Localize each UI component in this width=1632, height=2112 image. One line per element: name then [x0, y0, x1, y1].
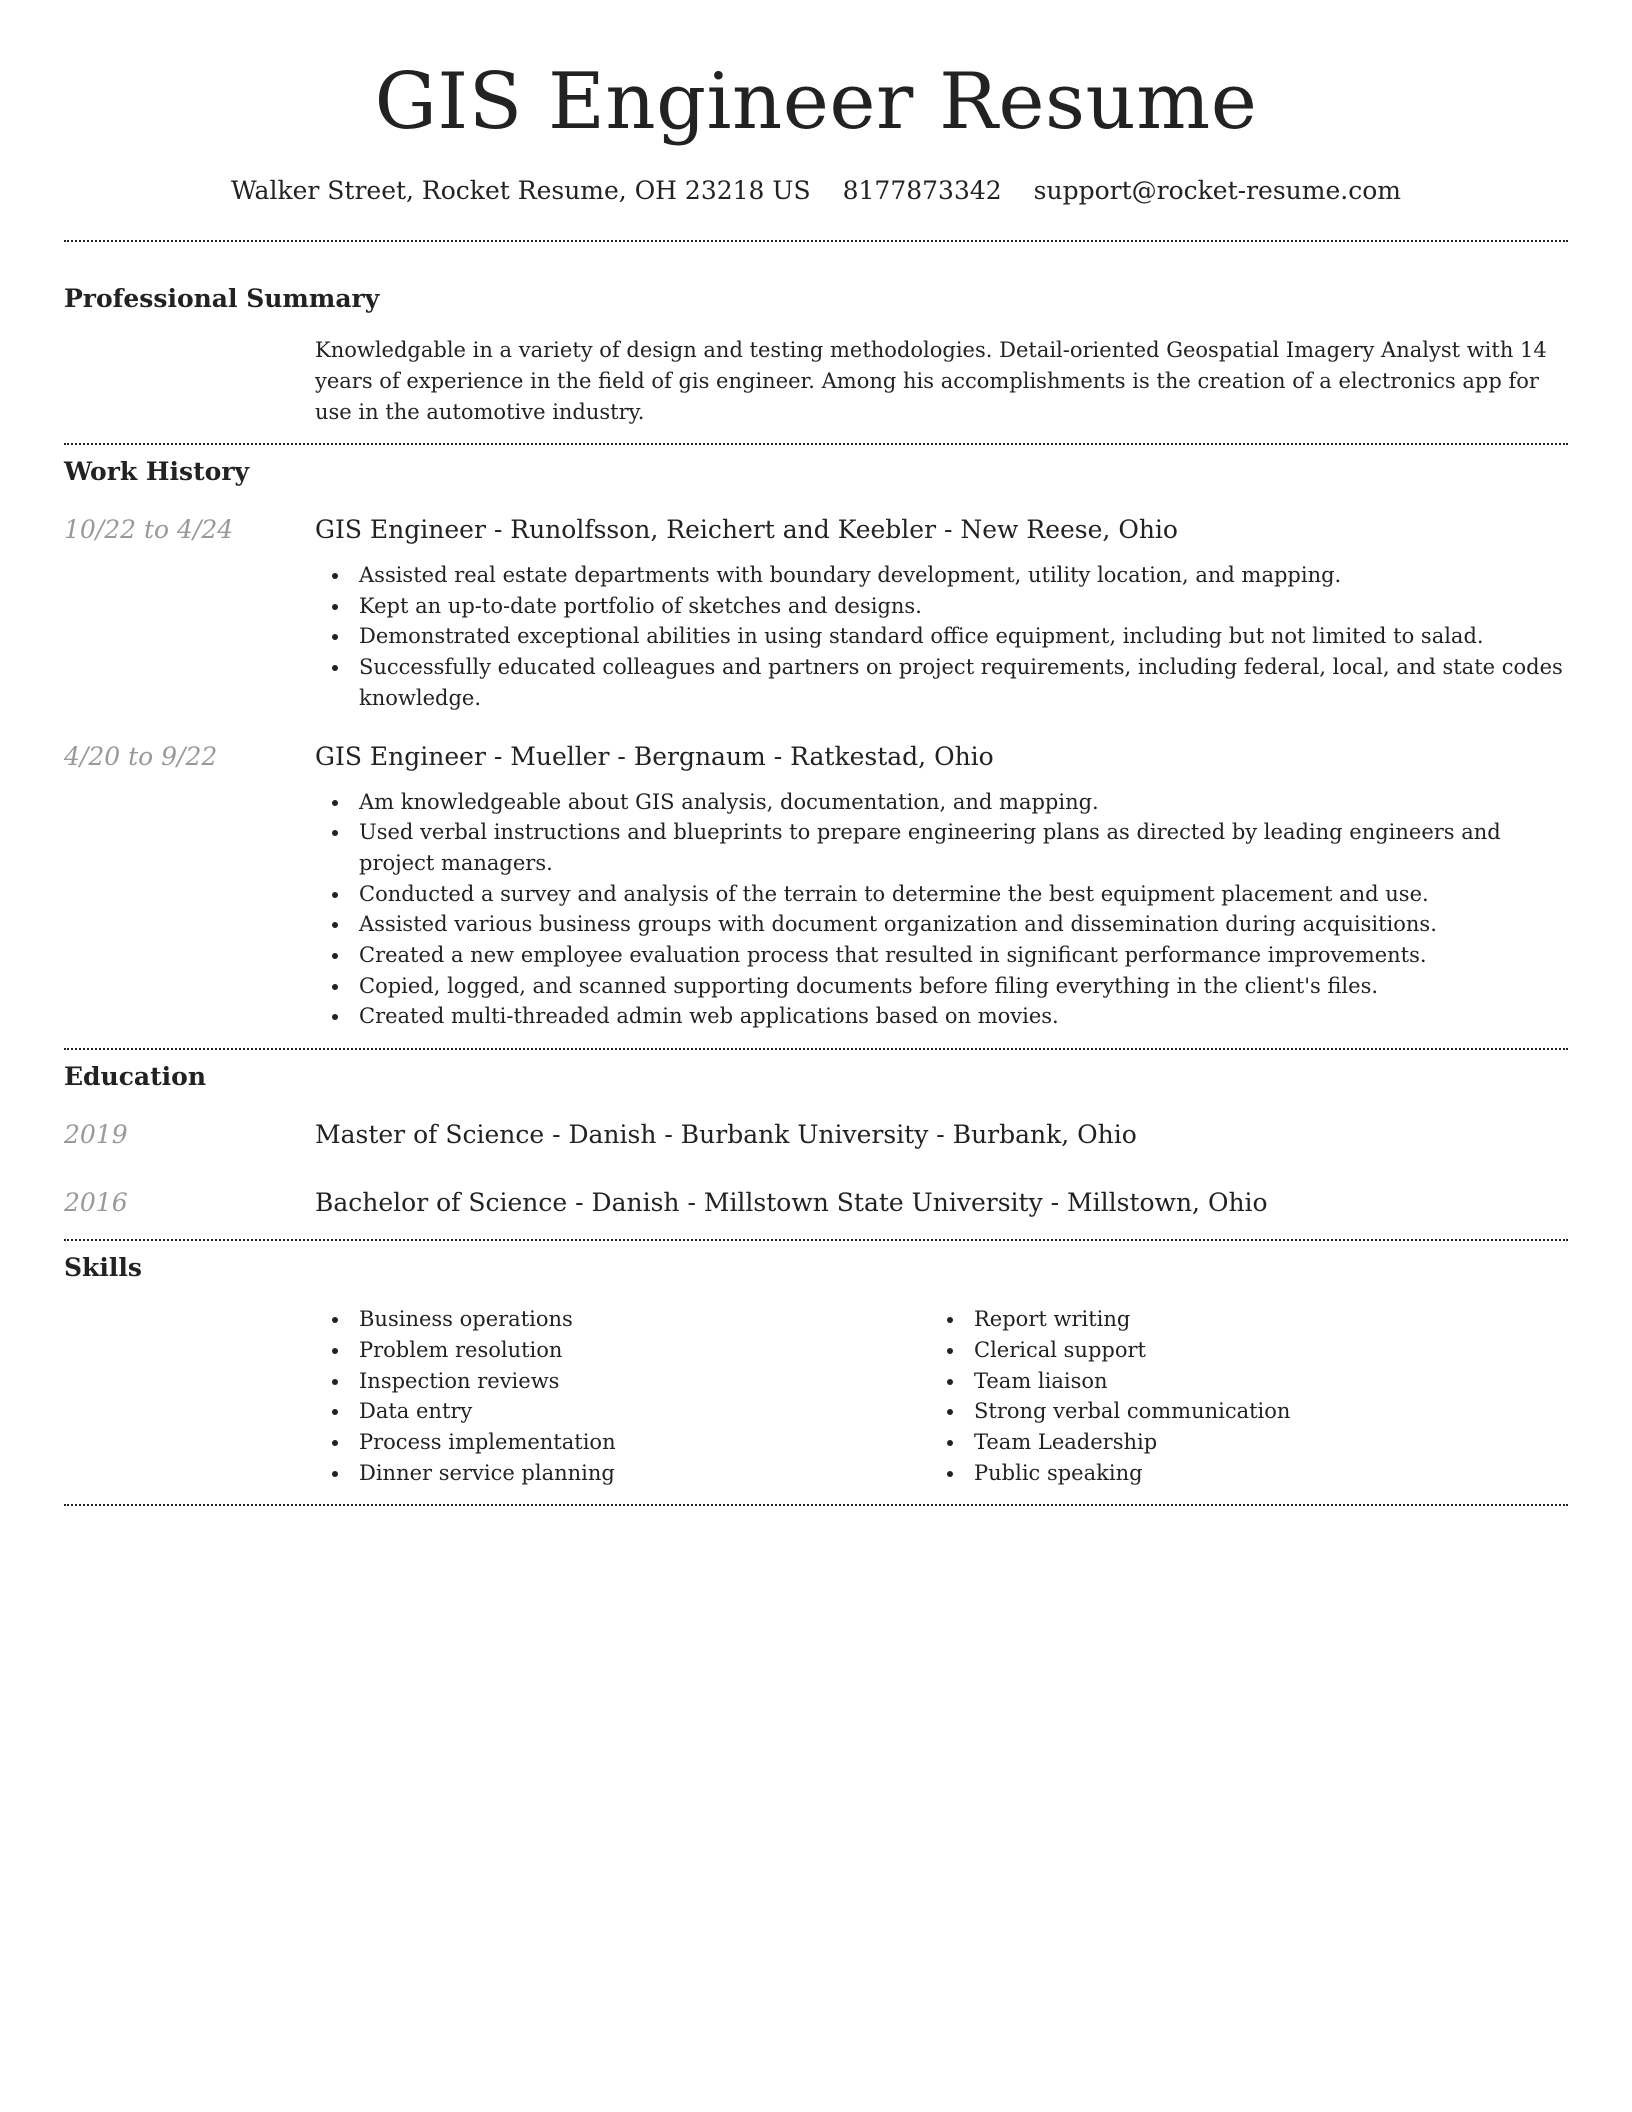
divider — [64, 240, 1568, 242]
skills-column-right — [930, 1304, 1545, 1488]
page-title: GIS Engineer Resume — [374, 57, 1258, 147]
contact-email: support@rocket-resume.com — [1033, 176, 1401, 205]
skill-item: Business operations — [315, 1304, 930, 1335]
section-title-education: Education — [64, 1062, 207, 1092]
skill-item: Team Leadership — [930, 1427, 1545, 1458]
skill-item: Problem resolution — [315, 1335, 930, 1366]
job-entry — [64, 740, 1568, 774]
list-item: Created multi-threaded admin web applications based on movies. — [315, 1001, 1568, 1032]
resume-page — [64, 0, 1568, 1506]
skill-item: Clerical support — [930, 1335, 1545, 1366]
list-item: Created a new employee evaluation process that resulted in significant performance improvements. — [315, 940, 1568, 971]
list-item: Am knowledgeable about GIS analysis, documentation, and mapping. — [315, 787, 1568, 818]
skill-item: Report writing — [930, 1304, 1545, 1335]
education-degree: Master of Science - Danish - Burbank University - Burbank, Ohio — [315, 1120, 1137, 1150]
skill-item: Strong verbal communication — [930, 1396, 1545, 1427]
list-item: Successfully educated colleagues and partners on project requirements, including federal, local, and state codes knowledge. — [315, 652, 1568, 713]
list-item: Copied, logged, and scanned supporting documents before filing everything in the client's files. — [315, 971, 1568, 1002]
list-item: Assisted real estate departments with boundary development, utility location, and mapping. — [315, 560, 1568, 591]
job-bullets — [315, 560, 1568, 714]
skills-list — [315, 1304, 1568, 1488]
job-title: GIS Engineer - Runolfsson, Reichert and Keebler - New Reese, Ohio — [315, 515, 1178, 544]
contact-line — [64, 174, 1568, 208]
divider — [64, 1048, 1568, 1050]
contact-phone: 8177873342 — [842, 176, 1002, 205]
skill-item: Dinner service planning — [315, 1458, 930, 1489]
job-title: GIS Engineer - Mueller - Bergnaum - Ratkestad, Ohio — [315, 741, 994, 771]
divider — [64, 443, 1568, 445]
list-item: Demonstrated exceptional abilities in using standard office equipment, including but not limited to salad. — [315, 621, 1568, 652]
skill-item: Data entry — [315, 1396, 930, 1427]
list-item: Conducted a survey and analysis of the terrain to determine the best equipment placement and use. — [315, 879, 1568, 910]
job-dates: 4/20 to 9/22 — [64, 741, 218, 771]
education-year: 2019 — [64, 1120, 128, 1150]
education-entry — [64, 1118, 1568, 1152]
divider — [64, 1504, 1568, 1506]
section-title-work: Work History — [64, 457, 250, 486]
job-bullets — [315, 787, 1568, 1033]
divider — [64, 1239, 1568, 1241]
skill-item: Public speaking — [930, 1458, 1545, 1489]
education-entry — [64, 1186, 1568, 1220]
skill-item: Process implementation — [315, 1427, 930, 1458]
list-item: Assisted various business groups with document organization and dissemination during acquisitions. — [315, 909, 1568, 940]
section-title-skills: Skills — [64, 1253, 142, 1283]
skill-item: Team liaison — [930, 1366, 1545, 1397]
contact-address: Walker Street, Rocket Resume, OH 23218 US — [231, 176, 811, 205]
summary-text: Knowledgable in a variety of design and testing methodologies. Detail-oriented Geospatial Imagery Analyst with 14 years of experience in the field of gis engineer. Among his accomplishments is the creation of a electronics app for use in the automotive industry. — [315, 338, 1547, 424]
education-year: 2016 — [64, 1188, 128, 1218]
education-degree: Bachelor of Science - Danish - Millstown State University - Millstown, Ohio — [315, 1188, 1268, 1218]
job-entry — [64, 513, 1568, 547]
section-title-summary: Professional Summary — [64, 284, 380, 313]
skill-item: Inspection reviews — [315, 1366, 930, 1397]
list-item: Kept an up-to-date portfolio of sketches and designs. — [315, 591, 1568, 622]
job-dates: 10/22 to 4/24 — [64, 515, 234, 544]
skills-column-left — [315, 1304, 930, 1488]
list-item: Used verbal instructions and blueprints to prepare engineering plans as directed by leading engineers and project managers. — [315, 817, 1568, 878]
